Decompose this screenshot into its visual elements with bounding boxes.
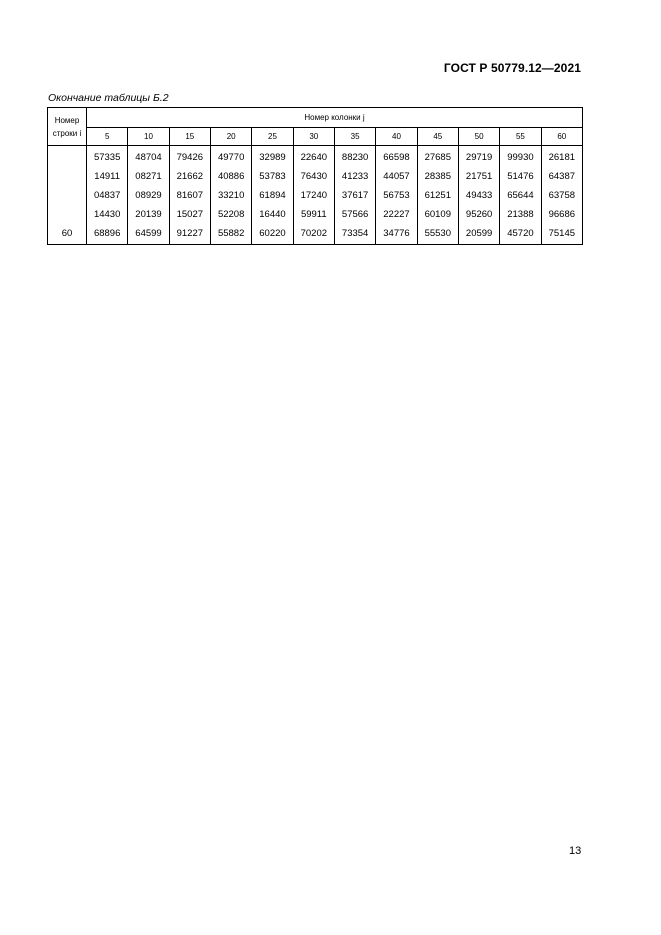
table-cell: 15027 <box>169 205 210 224</box>
table-row <box>48 167 583 186</box>
table-cell: 59911 <box>293 205 334 224</box>
table-cell: 99930 <box>500 146 541 168</box>
row-label-cell: 60 <box>48 224 87 245</box>
table-cell: 65644 <box>500 186 541 205</box>
table-cell: 75145 <box>541 224 582 245</box>
table-cell: 16440 <box>252 205 293 224</box>
table-cell: 55530 <box>417 224 458 245</box>
table-cell: 22640 <box>293 146 334 168</box>
table-cell: 64599 <box>128 224 169 245</box>
table-row <box>48 146 583 168</box>
table-cell: 96686 <box>541 205 582 224</box>
table-cell: 51476 <box>500 167 541 186</box>
table-row <box>48 224 583 245</box>
table-cell: 60220 <box>252 224 293 245</box>
column-header: 25 <box>252 128 293 146</box>
column-number-header: Номер колонки j <box>87 108 583 128</box>
table-cell: 20139 <box>128 205 169 224</box>
column-header: 40 <box>376 128 417 146</box>
table-cell: 29719 <box>458 146 499 168</box>
row-label-cell <box>48 205 87 224</box>
table-cell: 17240 <box>293 186 334 205</box>
table-cell: 88230 <box>334 146 375 168</box>
row-label-cell <box>48 186 87 205</box>
table-cell: 40886 <box>210 167 251 186</box>
table-cell: 60109 <box>417 205 458 224</box>
column-header: 10 <box>128 128 169 146</box>
table-cell: 21751 <box>458 167 499 186</box>
table-cell: 76430 <box>293 167 334 186</box>
table-cell: 70202 <box>293 224 334 245</box>
table-cell: 32989 <box>252 146 293 168</box>
table-cell: 33210 <box>210 186 251 205</box>
table-cell: 27685 <box>417 146 458 168</box>
table-cell: 53783 <box>252 167 293 186</box>
table-cell: 14911 <box>87 167 128 186</box>
table-cell: 34776 <box>376 224 417 245</box>
table-cell: 48704 <box>128 146 169 168</box>
column-header: 30 <box>293 128 334 146</box>
document-code: ГОСТ Р 50779.12—2021 <box>443 61 581 75</box>
table-cell: 14430 <box>87 205 128 224</box>
table-cell: 73354 <box>334 224 375 245</box>
table-cell: 64387 <box>541 167 582 186</box>
column-header: 45 <box>417 128 458 146</box>
table-cell: 21388 <box>500 205 541 224</box>
table-cell: 79426 <box>169 146 210 168</box>
table-cell: 57566 <box>334 205 375 224</box>
table-cell: 68896 <box>87 224 128 245</box>
table-cell: 81607 <box>169 186 210 205</box>
table-cell: 44057 <box>376 167 417 186</box>
table-cell: 63758 <box>541 186 582 205</box>
table-cell: 61251 <box>417 186 458 205</box>
table-cell: 08929 <box>128 186 169 205</box>
table-caption: Окончание таблицы Б.2 <box>48 92 169 104</box>
random-numbers-table <box>47 107 583 245</box>
row-number-header: Номер строки i <box>48 108 87 146</box>
column-header: 60 <box>541 128 582 146</box>
table-cell: 28385 <box>417 167 458 186</box>
column-header: 5 <box>87 128 128 146</box>
column-header: 35 <box>334 128 375 146</box>
table-cell: 95260 <box>458 205 499 224</box>
column-header: 50 <box>458 128 499 146</box>
table-cell: 55882 <box>210 224 251 245</box>
table-cell: 49433 <box>458 186 499 205</box>
table-cell: 66598 <box>376 146 417 168</box>
column-header: 55 <box>500 128 541 146</box>
page-number: 13 <box>569 845 582 857</box>
table-cell: 20599 <box>458 224 499 245</box>
table-cell: 26181 <box>541 146 582 168</box>
table-row <box>48 186 583 205</box>
table-cell: 49770 <box>210 146 251 168</box>
table-cell: 04837 <box>87 186 128 205</box>
table-cell: 91227 <box>169 224 210 245</box>
table-cell: 41233 <box>334 167 375 186</box>
table-row <box>48 205 583 224</box>
row-label-cell <box>48 167 87 186</box>
table-cell: 37617 <box>334 186 375 205</box>
table-cell: 21662 <box>169 167 210 186</box>
table-cell: 52208 <box>210 205 251 224</box>
column-header: 15 <box>169 128 210 146</box>
table-cell: 61894 <box>252 186 293 205</box>
column-header: 20 <box>210 128 251 146</box>
table-cell: 57335 <box>87 146 128 168</box>
table-cell: 08271 <box>128 167 169 186</box>
table-cell: 22227 <box>376 205 417 224</box>
table-cell: 56753 <box>376 186 417 205</box>
row-label-cell <box>48 146 87 168</box>
table-cell: 45720 <box>500 224 541 245</box>
